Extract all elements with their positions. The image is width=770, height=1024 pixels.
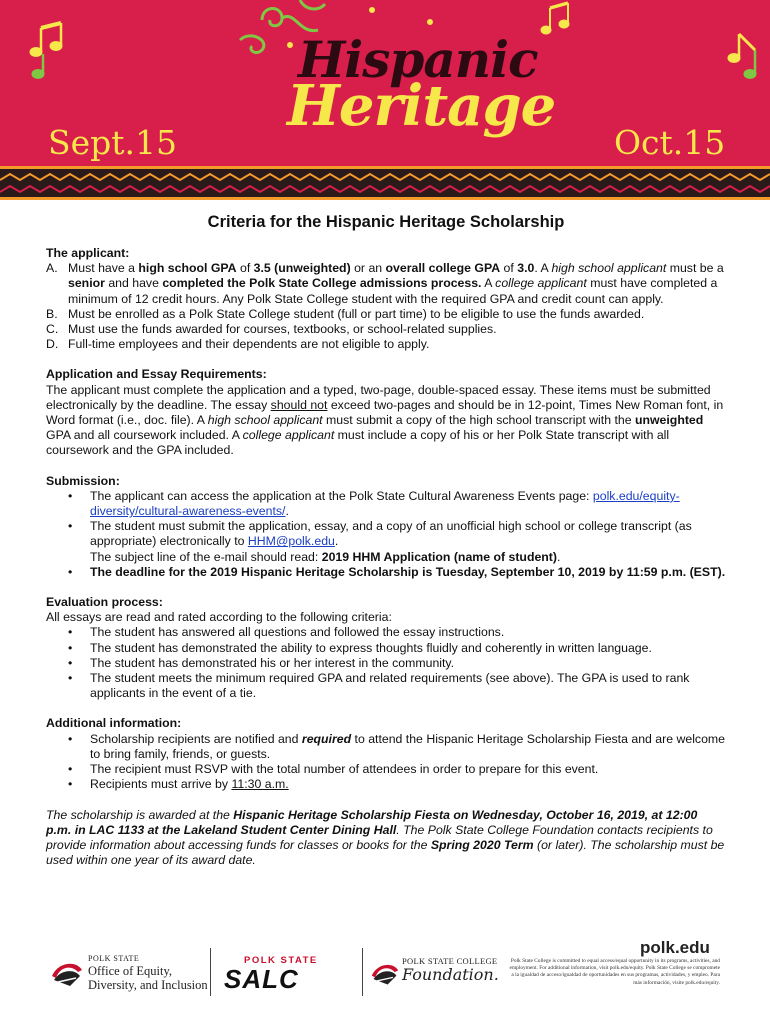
- bold-italic-text: required: [301, 731, 352, 746]
- text-run: GPA and all coursework included. A: [46, 428, 243, 443]
- equity-logo-line1: POLK STATE: [88, 954, 140, 963]
- footer-divider: [362, 948, 363, 996]
- evaluation-section: [46, 595, 726, 701]
- list-letter: C.: [46, 322, 59, 337]
- salc-logo[interactable]: [218, 955, 358, 993]
- foundation-logo-line1: POLK STATE COLLEGE: [402, 956, 498, 966]
- italic-text: high school applicant: [551, 261, 667, 276]
- evaluation-criterion: [46, 641, 726, 656]
- text-run: The student has demonstrated the ability to express thoughts fluidly and coherently in written language.: [90, 640, 652, 655]
- text-run: must submit a copy of the high school transcript with the: [322, 413, 635, 428]
- bold-text: Spring 2020 Term: [430, 837, 534, 852]
- application-heading: Application and Essay Requirements:: [46, 367, 267, 382]
- additional-list: [46, 732, 726, 793]
- evaluation-criterion: [46, 625, 726, 640]
- text-run: exceed two-pages and should be in 12-point, Times New Roman font, in Word format (i.e., doc. file). A: [46, 397, 724, 428]
- text-run: The student has demonstrated his or her interest in the community.: [90, 655, 455, 670]
- additional-heading: Additional information:: [46, 716, 182, 731]
- text-run: of: [236, 261, 254, 276]
- bold-text: 2019 HHM Application (name of student): [321, 549, 557, 564]
- applicant-criterion: [46, 261, 726, 307]
- bold-text: completed the Polk State College admissions process.: [162, 276, 482, 291]
- salc-logo-line2: SALC: [224, 964, 299, 994]
- text-run: The student meets the minimum required GPA and related requirements (see above). The GPA is used to rank applicants in the event of a tie.: [90, 671, 690, 701]
- bold-text: senior: [68, 276, 105, 291]
- submission-heading: Submission:: [46, 473, 120, 488]
- italic-text: college applicant: [495, 276, 587, 291]
- inline-link[interactable]: polk.edu/equity-diversity/cultural-awareness-events/: [90, 488, 680, 519]
- applicant-section: [46, 246, 726, 352]
- bold-text: 3.5 (unweighted): [253, 261, 351, 276]
- text-run: must include a copy of his or her Polk State transcript with all coursework and the GPA included.: [46, 428, 670, 458]
- text-run: A: [481, 276, 496, 291]
- document-body: [46, 212, 726, 868]
- document-title: Criteria for the Hispanic Heritage Scholarship: [207, 213, 565, 231]
- text-run: .: [334, 534, 339, 549]
- equity-office-logo[interactable]: [50, 952, 210, 998]
- banner-border: [0, 166, 770, 200]
- additional-section: [46, 716, 726, 792]
- text-run: and have: [104, 276, 163, 291]
- text-run: The subject line of the e-mail should read:: [90, 549, 322, 564]
- bold-text: Hispanic Heritage Scholarship Fiesta on Wednesday, October 16, 2019, at 12:00 p.m. in LAC 1133 at the Lakeland Student Center Dining Hall: [46, 807, 698, 837]
- foundation-logo[interactable]: [370, 954, 500, 994]
- submission-item: [46, 489, 726, 519]
- banner-date-start: Sept.15: [48, 123, 178, 162]
- bold-text: unweighted: [634, 413, 704, 428]
- italic-text: high school applicant: [207, 413, 323, 428]
- underlined-text: should not: [270, 397, 328, 412]
- text-run: Must use the funds awarded for courses, textbooks, or school-related supplies.: [68, 322, 497, 337]
- submission-section: [46, 474, 726, 580]
- list-letter: A.: [46, 261, 58, 276]
- italic-text: college applicant: [242, 428, 335, 443]
- equal-opportunity-note: Polk State College is committed to equal access/equal opportunity in its programs, activities, and employment. For additional information, visit polk.edu/equity. Polk State College se compromete a la igualdad de acceso/igualdad de oportunidades en sus programas, actividades, y empleo. Para más información, visite polk.edu/equity.: [509, 958, 720, 986]
- evaluation-criterion: [46, 656, 726, 671]
- salc-logo-line1: POLK STATE: [244, 955, 318, 966]
- bold-text: high school GPA: [138, 261, 237, 276]
- applicant-criterion: [46, 322, 726, 337]
- evaluation-list: [46, 625, 726, 701]
- text-run: The recipient must RSVP with the total number of attendees in order to prepare for this event.: [90, 762, 599, 777]
- submission-item: [46, 565, 726, 580]
- application-text: [46, 383, 726, 459]
- bold-text: overall college GPA: [385, 261, 501, 276]
- header-banner: [0, 0, 770, 200]
- polk-edu-link[interactable]: polk.edu: [640, 938, 710, 957]
- equity-logo-line2: Office of Equity,: [88, 964, 173, 978]
- evaluation-intro: All essays are read and rated according to the following criteria:: [46, 610, 392, 625]
- evaluation-heading: Evaluation process:: [46, 595, 163, 610]
- text-run: Must be enrolled as a Polk State College student (full or part time) to be eligible to use the funds awarded.: [68, 306, 645, 321]
- banner-title-hispanic: Hispanic: [298, 30, 538, 89]
- text-run: must have completed a minimum of 12 credit hours. Any Polk State College student with the required GPA and credit count can apply.: [68, 276, 718, 306]
- applicant-criterion: [46, 307, 726, 322]
- underlined-text: 11:30 a.m.: [231, 777, 289, 792]
- text-run: Recipients must arrive by: [90, 777, 232, 792]
- text-run: The applicant must complete the application and a typed, two-page, double-spaced essay. These items must be submitted electronically by the deadline. The essay: [46, 382, 711, 412]
- text-run: .: [557, 549, 561, 564]
- text-run: of: [500, 261, 518, 276]
- polk-state-emblem-icon: [370, 958, 400, 988]
- text-run: Full-time employees and their dependents are not eligible to apply.: [68, 337, 430, 352]
- bold-text: 3.0: [517, 261, 535, 276]
- applicant-criterion: [46, 337, 726, 352]
- additional-item: [46, 762, 726, 777]
- polk-state-emblem-icon: [50, 956, 84, 990]
- text-run: Scholarship recipients are notified and: [90, 731, 302, 746]
- text-run: The student has answered all questions and followed the essay instructions.: [90, 625, 505, 640]
- list-letter: B.: [46, 306, 58, 321]
- equity-logo-line3: Diversity, and Inclusion: [88, 978, 208, 992]
- text-run: .: [285, 504, 289, 519]
- text-run: The applicant can access the application at the Polk State Cultural Awareness Events page:: [90, 488, 593, 503]
- text-run: . A: [534, 261, 552, 276]
- evaluation-criterion: [46, 671, 726, 701]
- banner-title-heritage: Heritage: [287, 73, 556, 139]
- applicant-heading: The applicant:: [46, 246, 130, 260]
- application-section: [46, 367, 726, 458]
- text-run: The student must submit the application, essay, and a copy of an unofficial high school or college transcript (as appropriate) electronically to: [90, 519, 692, 549]
- banner-date-end: Oct.15: [614, 123, 726, 162]
- text-run: The scholarship is awarded at the: [46, 807, 234, 822]
- bold-text: The deadline for the 2019 Hispanic Heritage Scholarship is Tuesday, September 10, 2019 by 11:59 p.m. (EST).: [90, 564, 726, 579]
- additional-item: [46, 732, 726, 762]
- list-letter: D.: [46, 337, 59, 352]
- submission-item: [46, 519, 726, 565]
- closing-paragraph: [46, 808, 726, 869]
- text-run: must be a: [666, 261, 724, 276]
- text-run: . The Polk State College Foundation contacts recipients to provide information about accessing funds for classes or books for the: [46, 822, 713, 852]
- footer-divider: [210, 948, 211, 996]
- text-run: Must have a: [68, 261, 139, 276]
- foundation-logo-line2: Foundation.: [402, 965, 499, 984]
- inline-link[interactable]: HHM@polk.edu: [247, 534, 335, 549]
- submission-list: [46, 489, 726, 580]
- applicant-list: [46, 261, 726, 352]
- text-run: (or later). The scholarship must be used within one year of its award date.: [46, 837, 725, 868]
- text-run: to attend the Hispanic Heritage Scholarship Fiesta and are welcome to bring family, friends, or guests.: [90, 731, 725, 761]
- additional-item: [46, 777, 726, 792]
- text-run: or an: [350, 261, 386, 276]
